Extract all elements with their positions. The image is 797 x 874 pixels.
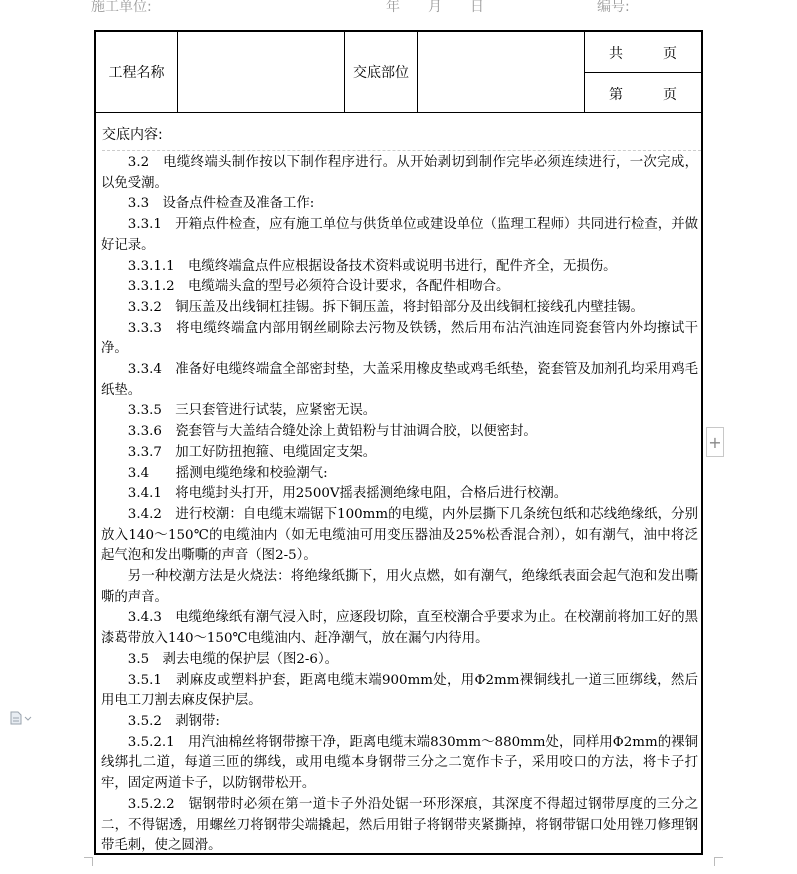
paragraph: 3.4 摇测电缆绝缘和校验潮气: — [127, 465, 328, 481]
page-label: 第 — [609, 87, 623, 103]
paragraph: 3.3.6 瓷套管与大盖结合缝处涂上黄铅粉与甘油调合胶，以便密封。 — [127, 424, 537, 440]
paragraph: 3.4.2 进行校潮：自电缆末端锯下100mm的电缆，内外层撕下几条统包纸和芯线绝缘纸，分别放入140～150℃的电缆油内（如无电缆油可用变压器油及25%松香混合剂），如有潮气，油中将泛起气泡和发出嘶嘶的声音（图2-5）。 — [101, 506, 698, 564]
paragraph: 另一种校潮方法是火烧法：将绝缘纸撕下，用火点燃，如有潮气，绝缘纸表面会起气泡和发出嘶嘶的声音。 — [101, 569, 698, 605]
total-pages-cell — [585, 32, 701, 72]
header-line — [0, 0, 797, 16]
project-name-value[interactable] — [178, 32, 344, 112]
month-label: 月 — [428, 0, 442, 15]
page-unit: 页 — [663, 87, 677, 103]
total-unit: 页 — [663, 46, 677, 62]
paragraph: 3.5 剥去电缆的保护层（图2-6）。 — [127, 651, 339, 667]
add-button[interactable]: + — [706, 427, 724, 457]
paragraph: 3.5.2.1 用汽油棉丝将钢带擦干净，距离电缆末端830mm～880mm处，同样用Φ2mm的裸铜线绑扎二道，每道三匝的绑线，或用电缆本身钢带三分之二宽作卡子，采用咬口的方法，将卡子打牢，固定两道卡子，以防钢带松开。 — [101, 734, 698, 792]
paragraph: 3.3.1 开箱点件检查，应有施工单位与供货单位或建设单位（监理工程师）共同进行检查，并做好记录。 — [101, 217, 698, 253]
paragraph: 3.3 设备点件检查及准备工作: — [127, 196, 315, 212]
number-label: 编号: — [597, 0, 630, 15]
paragraph: 3.3.1.2 电缆端头盒的型号必须符合设计要求，各配件相吻合。 — [127, 279, 510, 295]
disclosure-part-label: 交底部位 — [353, 65, 409, 81]
total-label: 共 — [609, 46, 623, 62]
page-number-cell — [585, 73, 701, 113]
construction-unit-label: 施工单位: — [91, 0, 152, 15]
disclosure-part-value[interactable] — [418, 32, 584, 112]
paragraph: 3.3.5 三只套管进行试装，应紧密无误。 — [127, 403, 377, 419]
year-label: 年 — [386, 0, 400, 15]
paragraph: 3.4.1 将电缆封头打开，用2500V摇表摇测绝缘电阻，合格后进行校潮。 — [127, 486, 568, 502]
day-label: 日 — [470, 0, 484, 15]
document-icon — [10, 711, 32, 725]
paragraph: 3.4.3 电缆绝缘纸有潮气浸入时，应逐段切除，直至校潮合乎要求为止。在校潮前将加工好的黑漆葛带放入140～150℃电缆油内、赶净潮气，放在漏勺内待用。 — [101, 610, 698, 647]
page-corner-mark — [84, 857, 93, 866]
page-corner-mark — [714, 857, 723, 866]
section-divider — [102, 150, 701, 151]
paragraph: 3.3.3 将电缆终端盒内部用钢丝刷除去污物及铁锈，然后用布沾汽油连同瓷套管内外均擦试干净。 — [101, 320, 698, 357]
paragraph: 3.3.1.1 电缆终端盒点件应根据设备技术资料或说明书进行，配件齐全，无损伤。 — [127, 258, 617, 274]
paragraph: 3.5.1 剥麻皮或塑料护套，距离电缆末端900mm处，用Φ2mm裸铜线扎一道三匝绑线，然后用电工刀割去麻皮保护层。 — [101, 672, 698, 709]
content-label: 交底内容: — [102, 127, 163, 143]
paragraph: 3.3.4 准备好电缆终端盒全部密封垫，大盖采用橡皮垫或鸡毛纸垫，瓷套管及加剂孔均采用鸡毛纸垫。 — [101, 362, 698, 398]
project-name-label: 工程名称 — [108, 65, 165, 81]
disclosure-content — [101, 153, 698, 857]
paragraph: 3.3.2 铜压盖及出线铜杠挂锡。拆下铜压盖，将封铅部分及出线铜杠接线孔内壁挂锡。 — [127, 299, 644, 315]
paragraph: 3.5.2 剥钢带: — [127, 713, 220, 729]
disclosure-table — [94, 30, 703, 855]
table-header-row — [96, 32, 701, 113]
paragraph: 3.3.7 加工好防扭抱箍、电缆固定支架。 — [127, 444, 377, 460]
paragraph: 3.2 电缆终端头制作按以下制作程序进行。从开始剥切到制作完毕必须连续进行，一次完成，以免受潮。 — [101, 155, 698, 191]
document-outline-icon[interactable] — [10, 711, 32, 728]
paragraph: 3.5.2.2 锯钢带时必须在第一道卡子外沿处锯一环形深痕，其深度不得超过钢带厚度的三分之二，不得锯透，用螺丝刀将钢带尖端撬起，然后用钳子将钢带夹紧撕掉，将钢带锯口处用锉刀修理钢带毛刺，使之圆滑。 — [101, 796, 698, 854]
